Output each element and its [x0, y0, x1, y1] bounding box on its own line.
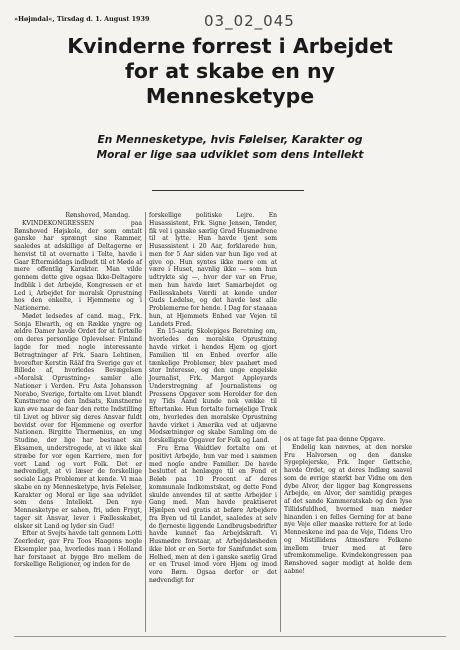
paragraph: os at tage fat paa denne Opgave. [284, 436, 386, 443]
article-column-2 [149, 212, 277, 585]
paragraph: Mødet ledsedes af cand. mag., Frk. Sonja Elwarth, og en Række yngre og ældre Damer havde Ordet for at fortælle om deres personlige Oplevelser. Finland lagde for med nogle interessante Betragtninger af Frk. Saara Lehtinen, hvorefter Kerstin Rääf fra Sverige gav et Billede af, hvorledes Bevægelsen »Moralsk Oprustning« samler alle Nationer i Verden. Fru Asta Johansson Norabo, Sverige, fortalte om Livet blandt Kunstnerne og den Indsats, Kunstnerne kan øve naar de faar den rette Indstilling til Livet og bliver sig deres Ansvar fuldt bevidst over for Hjemmene og overfor Nationen. Birgitte Thermønius, en ung Studine, der lige har bestaaet sin Eksamen, understregede, at vi ikke skal stræbe for vor egen Karriere, men for vort Land og vort Folk. Det er nødvendigt, at vi læser de forskellige sociale Lags Problemer at kende. Vi maa skabe en ny Mennesketype, hvis Følelser, Karakter og Moral er lige saa udviklet som dens Intellekt. Den nye Mennesketype er sahen, fri, uden Frygt, tager sit Ansvar, lever i Fællesskabet, elsker sit Land og lyder sin Gud! [14, 312, 142, 530]
article-column-3 [284, 436, 412, 576]
paragraph: Endelig kan nævnes, at den norske Fru Halvorsen og den danske Sygeplejerske, Frk. Inger Gøttsche, havde Ordet, og at deres Indlæg saavel som de øvrige stærkt bar Vidne om den dybe Alvor, der ligger bag Kongressens Arbejde, en Alvor, der samtidig præges af det sande Kammeratskab og den lyse Tillidsfuldhed, hvormed man møder hinanden i en felles Gerning for at bane nye Veje eller maaske rettere for at lede Menneskene ind paa de Veje, Tidens Uro og Mistillidens Atmosfære Folkene imellem truer med at føre ufremkommelige. Kvindekongressen paa Rønshoved sager modigt at holde dem aabne! [284, 443, 412, 576]
divider [152, 190, 304, 191]
bottom-divider [14, 636, 446, 637]
paragraph: En 15-aarig Skolepiges Beretning om, hvorledes den moralske Oprustning havde virket i hendes Hjem og gjort Familien til en Enhed overfor alle tænkelige Problemer, blev paahørt med stor Interesse, og den unge engelske Journalist, Frk. Margot Appleyards Understregning af Journalistens og Pressens Opgaver som Herolder for den ny Tids Aand kunde nok vække til Eftertanke. Hun fortalte fornøjelige Træk om, hvorledes den moralske Oprustning havde virket i Amerika ved at udjævne Modsætninger og skabe Samling om de forskelligste Opgaver for Folk og Land. [149, 328, 277, 445]
headline-line: for at skabe en ny [125, 59, 335, 83]
paragraph: forskellige politiske Lejre. En Husassistent, Frk. Signe Jensen, Tønder, fik vel i ganske særlig Grad Husmødrene til at lytte. Hun havde tjent som Husassistent i 20 Aar, forklarede hun, men for 5 Aar siden var hun lige ved at give op. Hun syntes ikke mere om at være i Huset, navnlig ikke — som hun udtrykte sig —, hvor der var en Frue, men hun havde lært Samarbejdet og Fællesskabets Værdi at kende under Guds Ledelse, og det havde løst alle Problemerne for hende. I Dag for staaaaa hun, at Hjemmets Enhed var Vejen til Landets Fred. [149, 212, 277, 328]
headline-line: Mennesketype [145, 84, 315, 108]
subheadline-line: En Mennesketype, hvis Følelser, Karakter og [97, 134, 363, 146]
headline-line: Kvinderne forrest i Arbejdet [67, 34, 393, 58]
paragraph: Fru Erna Waidtløv fortalte om et positivt Arbejde, hun var med i sammen med nogle andre Familier. De havde besluttet at henlægge til en Fond et Beløb paa 10 Procent af deres kommunale Indkomstskat, og dette Fond skulde anvendes til at sætte Arbejder i Gang med. Man havde praktiseret Hjælpen ved gratis at beføre Arbejdere fra Byen ud til Landet, saaledes at selv de fjerneste liggende Landbrugsbedrifter havde kunnet faa Arbejdskraft. Vi Husmødre forstaar, at Arbejdsløsheden ikke blot er en Sorte for Samfundet som Helhed, men at den i ganske særlig Grad er en Trusel imod vore Hjem og imod vore Børn. Ogsaa derfor er det nødvendigt for [149, 444, 277, 584]
article-column-1 [14, 212, 142, 569]
subheadline-line: Moral er lige saa udviklet som dens Intellekt [96, 148, 364, 161]
paragraph: KVINDEKONGRESSEN paa Rønshoved Højskole, der som omtalt ganske har sprængt sine Rammer, saaledes at adskillige af Deltagerne er henvist til at overnatte i Telte, havde i Gaar Eftermiddags indbudt til et Møde af mere offentlig Karakter. Man vilde gennem dette give ogsaa Ikke-Deltagere Indblik i det Arbejde, Kongressen er et Led i, Arbejdet for moralsk Oprustning hos den enkelte, i Hjemmene og i Nationerne. [14, 219, 142, 313]
handwritten-note: 03_02_045 [204, 12, 295, 30]
subheadline [0, 133, 460, 162]
column-divider [145, 212, 146, 632]
dateline: Rønshoved, Mandag. [65, 212, 130, 219]
masthead: »Højmdal«, Tirsdag d. 1. August 1939 [14, 15, 150, 23]
paragraph: Efter at Svejts havde talt gennem Lotti Zeerleder, gav Fru Toos Haagens nogle Eksempler paa, hvorledes man i Holland har forstaaet at bygge Bro mellem de forskellige Religioner, og inden for de [14, 530, 142, 569]
headline [0, 34, 460, 109]
column-divider [280, 436, 281, 632]
